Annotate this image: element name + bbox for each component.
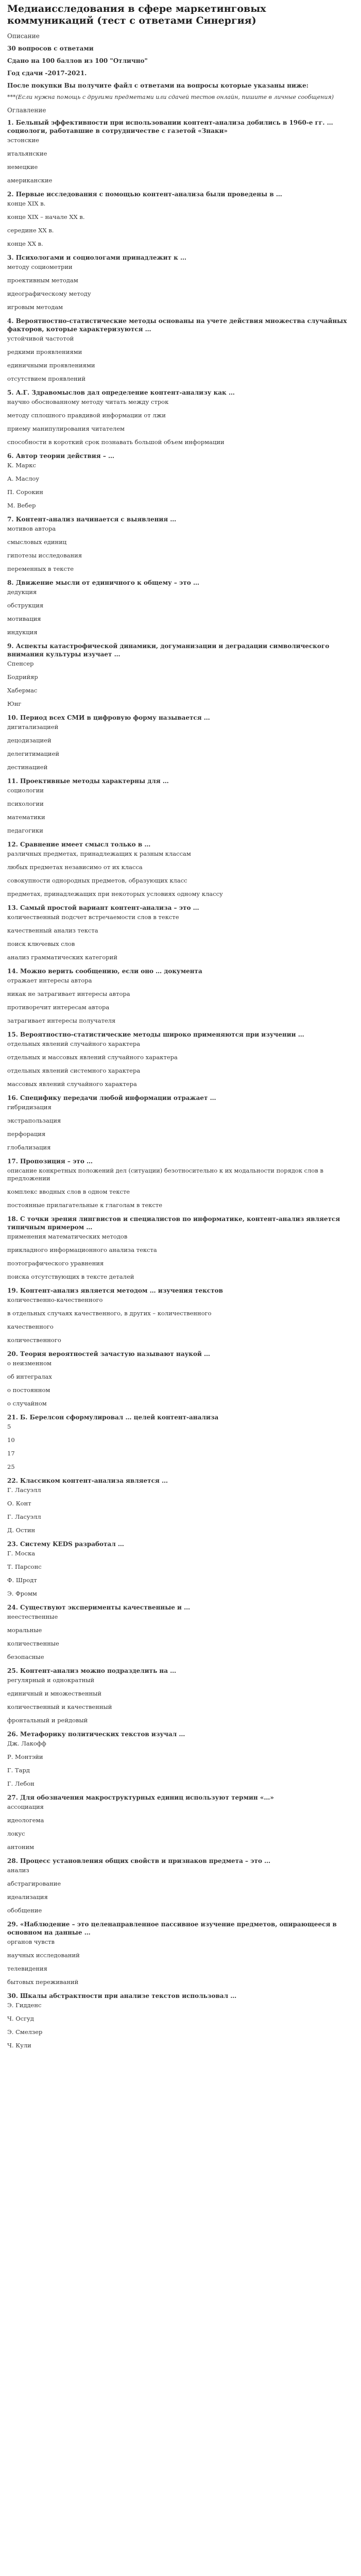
question-text: 10. Период всех СМИ в цифровую форму называется …: [7, 714, 210, 721]
answer-option: проективным методам: [7, 277, 78, 284]
answer-option: американские: [7, 177, 53, 184]
meta-line: Год сдачи -2017-2021.: [7, 70, 87, 77]
answer-option: Г. Ласуэлл: [7, 1486, 41, 1494]
answer-option: обструкция: [7, 602, 44, 609]
question-block: [7, 579, 354, 636]
answer-option: смысловых единиц: [7, 538, 67, 546]
answer-option: конце XIX в.: [7, 200, 46, 207]
question-text: 3. Психологами и социологами принадлежит к …: [7, 254, 186, 261]
answer-option: Э. Фромм: [7, 1590, 37, 1597]
document-meta: [7, 30, 354, 116]
answer-option: К. Маркс: [7, 462, 36, 469]
question-text: 29. «Наблюдение – это целенаправленное пассивное изучение предметов, опирающееся в основном на данные …: [7, 1921, 337, 1936]
question-text: 22. Классиком контент-анализа является …: [7, 1477, 168, 1484]
answer-option: Ч. Осгуд: [7, 2015, 34, 2022]
answer-option: 5: [7, 1423, 11, 1430]
answer-option: Э. Гидденс: [7, 2002, 42, 2009]
question-block: [7, 1215, 354, 1281]
answer-option: способности в короткий срок познавать большой объем информации: [7, 438, 225, 446]
answer-option: середине XX в.: [7, 227, 54, 234]
question-text: 30. Шкалы абстрактности при анализе текстов использовал …: [7, 1992, 237, 1999]
answer-option: отдельных и массовых явлений случайного характера: [7, 1054, 178, 1061]
answer-option: анализ грамматических категорий: [7, 954, 117, 961]
answer-option: описание конкретных положений дел (ситуации) безотносительно к их модальности порядок слов в предложении: [7, 1167, 323, 1182]
answer-option: Т. Парсонс: [7, 1563, 42, 1570]
question-block: [7, 388, 354, 446]
answer-option: гипотезы исследования: [7, 552, 82, 559]
question-text: 12. Сравнение имеет смысл только в …: [7, 841, 151, 848]
answer-option: децодизацией: [7, 737, 51, 744]
question-block: [7, 1094, 354, 1151]
answer-option: О. Конт: [7, 1500, 31, 1507]
answer-option: дестинацией: [7, 764, 48, 771]
question-block: [7, 452, 354, 510]
answer-option: Г. Тард: [7, 1767, 30, 1774]
answer-option: методу социометрии: [7, 263, 73, 270]
answer-option: Г. Моска: [7, 1550, 36, 1557]
question-block: [7, 714, 354, 771]
answer-option: телевидения: [7, 1965, 47, 1972]
answer-option: социологии: [7, 787, 44, 794]
meta-line: Оглавление: [7, 107, 46, 114]
answer-option: никак не затрагивает интересы автора: [7, 990, 130, 997]
question-block: [7, 1793, 354, 1851]
answer-option: массовых явлений случайного характера: [7, 1080, 137, 1088]
answer-option: ассоциация: [7, 1803, 44, 1810]
answer-option: Бодрийяр: [7, 673, 38, 681]
answer-option: количественный и качественный: [7, 1703, 112, 1710]
answer-option: 17: [7, 1450, 15, 1457]
meta-line: Сдано на 100 баллов из 100 "Отлично": [7, 57, 148, 64]
answer-option: эстонские: [7, 137, 39, 144]
answer-option: А. Маслоу: [7, 475, 40, 482]
question-block: [7, 1477, 354, 1534]
answer-option: обобщение: [7, 1907, 42, 1914]
answer-option: идеографическому методу: [7, 290, 91, 297]
answer-option: мотивация: [7, 615, 41, 622]
question-text: 13. Самый простой вариант контент-анализа – это …: [7, 904, 199, 911]
answer-option: экстрапользация: [7, 1117, 61, 1124]
question-text: 28. Процесс установления общих свойств и признаков предмета – это …: [7, 1857, 271, 1865]
answer-option: Дж. Лакофф: [7, 1740, 46, 1747]
question-text: 20. Теория вероятностей зачастую называют наукой …: [7, 1350, 211, 1358]
question-text: 11. Проективные методы характерны для …: [7, 777, 169, 785]
answer-option: идеологема: [7, 1817, 44, 1824]
answer-option: любых предметах независимо от их класса: [7, 863, 143, 871]
answer-option: поэтографического уравнения: [7, 1260, 104, 1267]
question-block: [7, 1730, 354, 1788]
answer-option: единичными проявлениями: [7, 362, 95, 369]
question-block: [7, 1030, 354, 1088]
question-block: [7, 190, 354, 248]
answer-option: органов чувств: [7, 1938, 55, 1945]
answer-option: М. Вебер: [7, 502, 36, 509]
answer-option: Г. Ласуэлл: [7, 1513, 41, 1520]
question-text: 26. Метафорику политических текстов изучал …: [7, 1731, 185, 1738]
answer-option: количественно-качественного: [7, 1296, 103, 1303]
question-block: [7, 118, 354, 184]
question-block: [7, 317, 354, 383]
answer-option: отдельных явлений системного характера: [7, 1067, 141, 1074]
answer-option: редкими проявлениями: [7, 348, 82, 355]
answer-option: анализ: [7, 1867, 29, 1874]
question-block: [7, 642, 354, 708]
question-block: [7, 1286, 354, 1344]
answer-option: совокупности однородных предметов, образующих класс: [7, 877, 187, 884]
answer-option: перфорация: [7, 1130, 46, 1138]
answer-option: применения математических методов: [7, 1233, 128, 1240]
answer-option: о неизменном: [7, 1360, 51, 1367]
meta-line: ***(Если нужна помощь с другими предметами или сдачей тестов онлайн, пишите в личные сообщения): [7, 94, 334, 100]
answer-option: научно обоснованному методу читать между строк: [7, 398, 169, 405]
question-block: [7, 777, 354, 835]
answer-option: отсутствием проявлений: [7, 375, 85, 382]
answer-option: немецкие: [7, 163, 38, 171]
question-block: [7, 1857, 354, 1914]
question-text: 19. Контент-анализ является методом … изучения текстов: [7, 1287, 223, 1294]
answer-option: отдельных явлений случайного характера: [7, 1040, 141, 1047]
question-block: [7, 515, 354, 573]
answer-option: педагогики: [7, 827, 43, 834]
answer-option: единичный и множественный: [7, 1690, 102, 1697]
answer-option: мотивов автора: [7, 525, 56, 532]
question-block: [7, 1413, 354, 1471]
answer-option: Ф. Шродт: [7, 1577, 37, 1584]
answer-option: о постоянном: [7, 1386, 50, 1394]
answer-option: глобализация: [7, 1144, 51, 1151]
answer-option: поиск ключевых слов: [7, 940, 75, 947]
question-text: 8. Движение мысли от единичного к общему – это …: [7, 579, 199, 586]
answer-option: дигитализацией: [7, 723, 59, 731]
question-block: [7, 1603, 354, 1661]
question-text: 18. С точки зрения лингвистов и специалистов по информатике, контент-анализ является типичным примером …: [7, 1215, 340, 1231]
answer-option: в отдельных случаях качественного, в других – количественного: [7, 1310, 212, 1317]
question-block: [7, 1992, 354, 2049]
page-title: Медиаисследования в сфере маркетинговых коммуникаций (тест с ответами Синергия): [7, 3, 266, 26]
question-text: 6. Автор теории действия – …: [7, 452, 115, 460]
answer-option: безопасные: [7, 1653, 44, 1660]
answer-option: неестественные: [7, 1613, 58, 1620]
answer-option: идеализация: [7, 1893, 48, 1901]
question-text: 23. Систему KEDS разработал …: [7, 1540, 124, 1548]
question-text: 9. Аспекты катастрофической динамики, догуманизации и деградации символического внимания культуры изучает …: [7, 642, 330, 658]
answer-option: бытовых переживаний: [7, 1978, 79, 1986]
answer-option: фронтальный и рейдовый: [7, 1717, 88, 1724]
answer-option: Ч. Кули: [7, 2042, 31, 2049]
question-block: [7, 967, 354, 1025]
answer-option: П. Сорокин: [7, 488, 43, 496]
answer-option: индукция: [7, 629, 38, 636]
answer-option: Э. Смелзер: [7, 2028, 43, 2036]
answer-option: итальянские: [7, 150, 47, 157]
answer-option: Д. Остин: [7, 1527, 36, 1534]
answer-option: 10: [7, 1436, 15, 1444]
question-block: [7, 253, 354, 311]
question-text: 2. Первые исследования с помощью контент-анализа были проведены в …: [7, 191, 282, 198]
meta-line: 30 вопросов с ответами: [7, 45, 94, 52]
question-block: [7, 1540, 354, 1598]
question-text: 15. Вероятностно-статистические методы широко применяются при изучении …: [7, 1031, 304, 1038]
answer-option: психологии: [7, 800, 44, 807]
answer-option: научных исследований: [7, 1952, 80, 1959]
answer-option: локус: [7, 1830, 25, 1837]
answer-option: переменных в тексте: [7, 565, 74, 572]
question-block: [7, 1920, 354, 1986]
meta-line: После покупки Вы получите файл с ответами на вопросы которые указаны ниже:: [7, 82, 309, 89]
answer-option: качественный анализ текста: [7, 927, 98, 934]
answer-option: приему манипулирования читателем: [7, 425, 125, 432]
question-text: 24. Существуют эксперименты качественные и …: [7, 1604, 191, 1611]
answer-option: затрагивает интересы получателя: [7, 1017, 116, 1024]
question-block: [7, 1350, 354, 1408]
question-text: 1. Бельный эффективности при использовании контент-анализа добились в 1960-е гг. … социологи, работавшие в сотрудничестве с газетой «Знаки»: [7, 119, 333, 134]
answer-option: количественные: [7, 1640, 59, 1647]
answer-option: количественного: [7, 1336, 61, 1344]
answer-option: методу сплошного правдивой информации от лжи: [7, 412, 166, 419]
answer-option: делегитимацией: [7, 750, 60, 757]
question-list: [7, 118, 354, 2049]
question-text: 14. Можно верить сообщению, если оно … документа: [7, 968, 202, 975]
answer-option: различных предметах, принадлежащих к разным классам: [7, 850, 191, 857]
answer-option: моральные: [7, 1626, 42, 1634]
answer-option: постоянные прилагательные к глаголам в тексте: [7, 1201, 163, 1209]
question-block: [7, 1157, 354, 1209]
meta-line: Описание: [7, 32, 40, 40]
answer-option: конце XIX – начале XX в.: [7, 213, 85, 221]
answer-option: устойчивой частотой: [7, 335, 74, 342]
answer-option: Хабермас: [7, 687, 38, 694]
answer-option: 25: [7, 1463, 15, 1470]
answer-option: предметах, принадлежащих при некоторых условиях одному классу: [7, 890, 223, 897]
answer-option: комплекс вводных слов в одном тексте: [7, 1188, 130, 1195]
question-text: 25. Контент-анализ можно подразделить на …: [7, 1667, 177, 1674]
question-text: 4. Вероятностно-статистические методы основаны на учете действия множества случайных факторов, которые характеризуются …: [7, 317, 347, 333]
question-text: 7. Контент-анализ начинается с выявления …: [7, 516, 177, 523]
answer-option: количественный подсчет встречаемости слов в тексте: [7, 913, 179, 921]
question-text: 21. Б. Берелсон сформулировал … целей контент-анализа: [7, 1414, 219, 1421]
answer-option: дедукция: [7, 588, 37, 596]
answer-option: качественного: [7, 1323, 54, 1330]
question-text: 17. Пропозиция – это …: [7, 1158, 93, 1165]
answer-option: антоним: [7, 1843, 35, 1851]
answer-option: прикладного информационного анализа текста: [7, 1246, 157, 1253]
answer-option: поиска отсутствующих в тексте деталей: [7, 1273, 134, 1280]
answer-option: Юнг: [7, 700, 22, 707]
answer-option: гибридизация: [7, 1104, 51, 1111]
answer-option: игровым методам: [7, 303, 63, 311]
answer-option: об интегралах: [7, 1373, 52, 1380]
question-text: 16. Специфику передачи любой информации отражает …: [7, 1094, 216, 1101]
answer-option: Спенсер: [7, 660, 34, 667]
answer-option: регулярный и однократный: [7, 1676, 95, 1684]
question-block: [7, 840, 354, 898]
question-block: [7, 1667, 354, 1724]
question-text: 27. Для обозначения макроструктурных единиц используют термин «…»: [7, 1794, 274, 1801]
answer-option: математики: [7, 814, 45, 821]
answer-option: абстрагирование: [7, 1880, 61, 1887]
answer-option: о случайном: [7, 1400, 47, 1407]
answer-option: Р. Монтэйи: [7, 1753, 43, 1760]
question-text: 5. А.Г. Здравомыслов дал определение контент-анализу как …: [7, 389, 235, 396]
question-block: [7, 904, 354, 961]
answer-option: Г. Лебон: [7, 1780, 35, 1787]
answer-option: конце XX в.: [7, 240, 43, 247]
answer-option: отражает интересы автора: [7, 977, 92, 984]
answer-option: противоречит интересам автора: [7, 1004, 110, 1011]
